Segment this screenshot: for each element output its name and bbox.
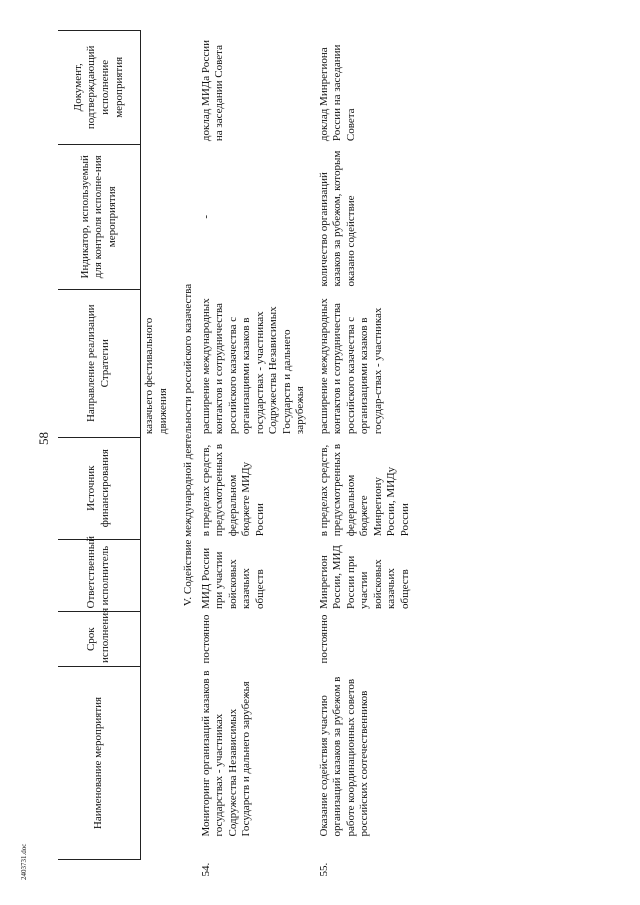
row-number: 55. (317, 862, 330, 877)
column-header-name: Наименование мероприятия (58, 666, 141, 859)
document-cell: доклад Минрегиона России на заседании Совета (317, 44, 357, 142)
page-number: 58 (36, 432, 51, 445)
column-header-document: Документ, подтверждающий исполнение мероприятия (58, 31, 141, 145)
continuation-text: казачьего фестивального движения (143, 317, 169, 435)
measure-name-cell (310, 666, 415, 877)
term-cell: постоянно (199, 614, 212, 664)
column-header-term: Срок исполнения (58, 612, 141, 667)
table-header-row (58, 31, 141, 860)
measure-name: Мониторинг организаций казаков в государствах - участниках Содружества Независимых Государств и дальнего зарубежья (199, 670, 253, 837)
measure-name-cell (198, 666, 310, 877)
financing-cell: в пределах средств, предусмотренных в федеральном бюджете Минрегиону России, МИДу России (317, 443, 411, 537)
row-number: 54. (199, 862, 212, 877)
section-row (180, 31, 198, 860)
term-cell: постоянно (317, 614, 330, 664)
table-row (310, 31, 415, 860)
direction-cell: расширение международных контактов и сотрудничества российского казачества с организациями казаков в государ-ствах - участниках (317, 298, 384, 435)
financing-cell: в пределах средств, предусмотренных в федеральном бюджете МИДу России (199, 443, 266, 537)
measures-table (58, 30, 414, 877)
indicator-cell: количество организаций казаков за рубежом, которым оказано содействие (317, 150, 357, 287)
responsible-cell: Минрегион России, МИД России при участии войсковых казачьих обществ (317, 545, 411, 609)
rotated-table-page (58, 30, 618, 877)
column-header-indicator: Индикатор, используемый для контроля исполне-ния мероприятия (58, 144, 141, 289)
responsible-cell: МИД России при участии войсковых казачьих обществ (199, 547, 266, 609)
column-header-direction: Направление реализации Стратегии (58, 289, 141, 437)
direction-cell: расширение международных контактов и сотрудничества российского казачества с организациями казаков в государствах - участниках Содружества Независимых Государств и дальнего зарубежья (199, 298, 307, 435)
section-title: V. Содействие международной деятельности российского казачества (182, 283, 195, 607)
column-header-financing: Источник финансирования (58, 437, 141, 539)
table-row (198, 31, 310, 860)
continuation-row (141, 31, 181, 860)
footer-file-code: 2403731.doc (20, 843, 28, 880)
indicator-cell: - (199, 214, 212, 219)
measure-name: Оказание содействия участию организаций казаков за рубежом в работе координационных советов российских соотечественников (317, 676, 371, 837)
column-header-responsible: Ответственный исполнитель (58, 539, 141, 612)
document-cell: доклад МИДа России на заседании Совета (199, 39, 226, 142)
